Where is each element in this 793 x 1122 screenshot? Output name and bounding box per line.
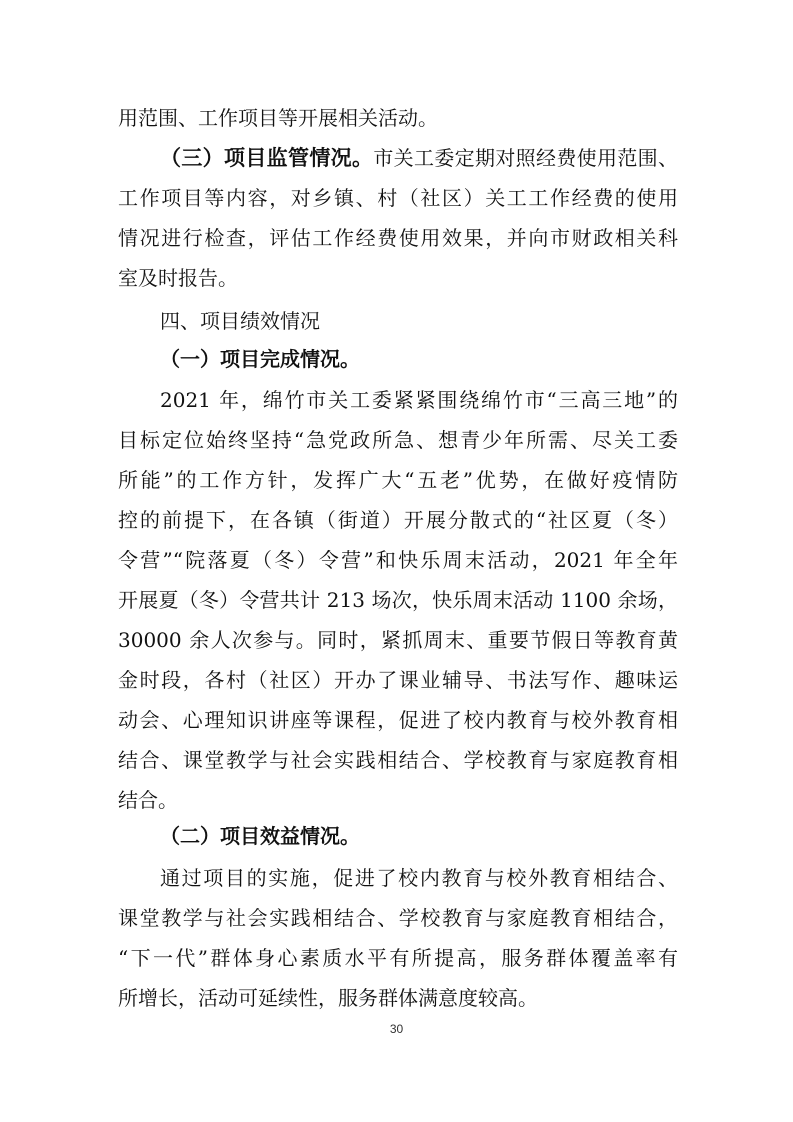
subsection-heading: （二）项目效益情况。 [160,824,360,848]
subsection-1-paragraph [118,380,678,820]
section-heading: （三）项目监管情况。 [160,146,374,170]
page-number: 30 [389,1022,404,1036]
body-line [118,138,678,178]
body-line: 课堂教学与社会实践相结合、学校教育与家庭教育相结合， [118,906,678,930]
body-line: 动会、心理知识讲座等课程，促进了校内教育与校外教育相 [118,708,678,732]
body-line: 30000 余人次参与。同时，紧抓周末、重要节假日等教育黄 [118,628,678,652]
body-line: 开展夏（冬）令营共计 213 场次，快乐周末活动 1100 余场， [118,588,678,612]
body-line: 所增长，活动可延续性，服务群体满意度较高。 [118,986,538,1010]
part-title: 四、项目绩效情况 [160,309,320,333]
body-line: 目标定位始终坚持“急党政所急、想青少年所需、尽关工委 [118,428,678,452]
body-line: 室及时报告。 [118,266,238,290]
body-line: 所能”的工作方针，发挥广大“五老”优势，在做好疫情防 [118,468,678,492]
body-line: 结合。 [118,788,178,812]
subsection-heading: （一）项目完成情况。 [160,347,360,371]
body-line: 金时段，各村（社区）开办了课业辅导、书法写作、趣味运 [118,668,678,692]
section-3-paragraph [118,138,678,298]
body-line: 令营”“院落夏（冬）令营”和快乐周末活动，2021 年全年 [118,548,678,572]
body-line: 2021 年，绵竹市关工委紧紧围绕绵竹市“三高三地”的 [160,388,678,412]
body-line: 工作项目等内容，对乡镇、村（社区）关工工作经费的使用 [118,186,678,210]
body-line: 情况进行检查，评估工作经费使用效果，并向市财政相关科 [118,226,678,250]
body-line: 用范围、工作项目等开展相关活动。 [118,106,438,130]
body-line: 结合、课堂教学与社会实践相结合、学校教育与家庭教育相 [118,748,678,772]
subsection-2-paragraph [118,858,678,1018]
section-continuation [118,98,678,138]
section-text: 市关工委定期对照经费使用范围、 [373,146,679,170]
body-line: “下一代”群体身心素质水平有所提高，服务群体覆盖率有 [118,946,678,970]
body-line: 控的前提下，在各镇（街道）开展分散式的“社区夏（冬） [118,508,678,532]
body-line: 通过项目的实施，促进了校内教育与校外教育相结合、 [160,866,678,890]
